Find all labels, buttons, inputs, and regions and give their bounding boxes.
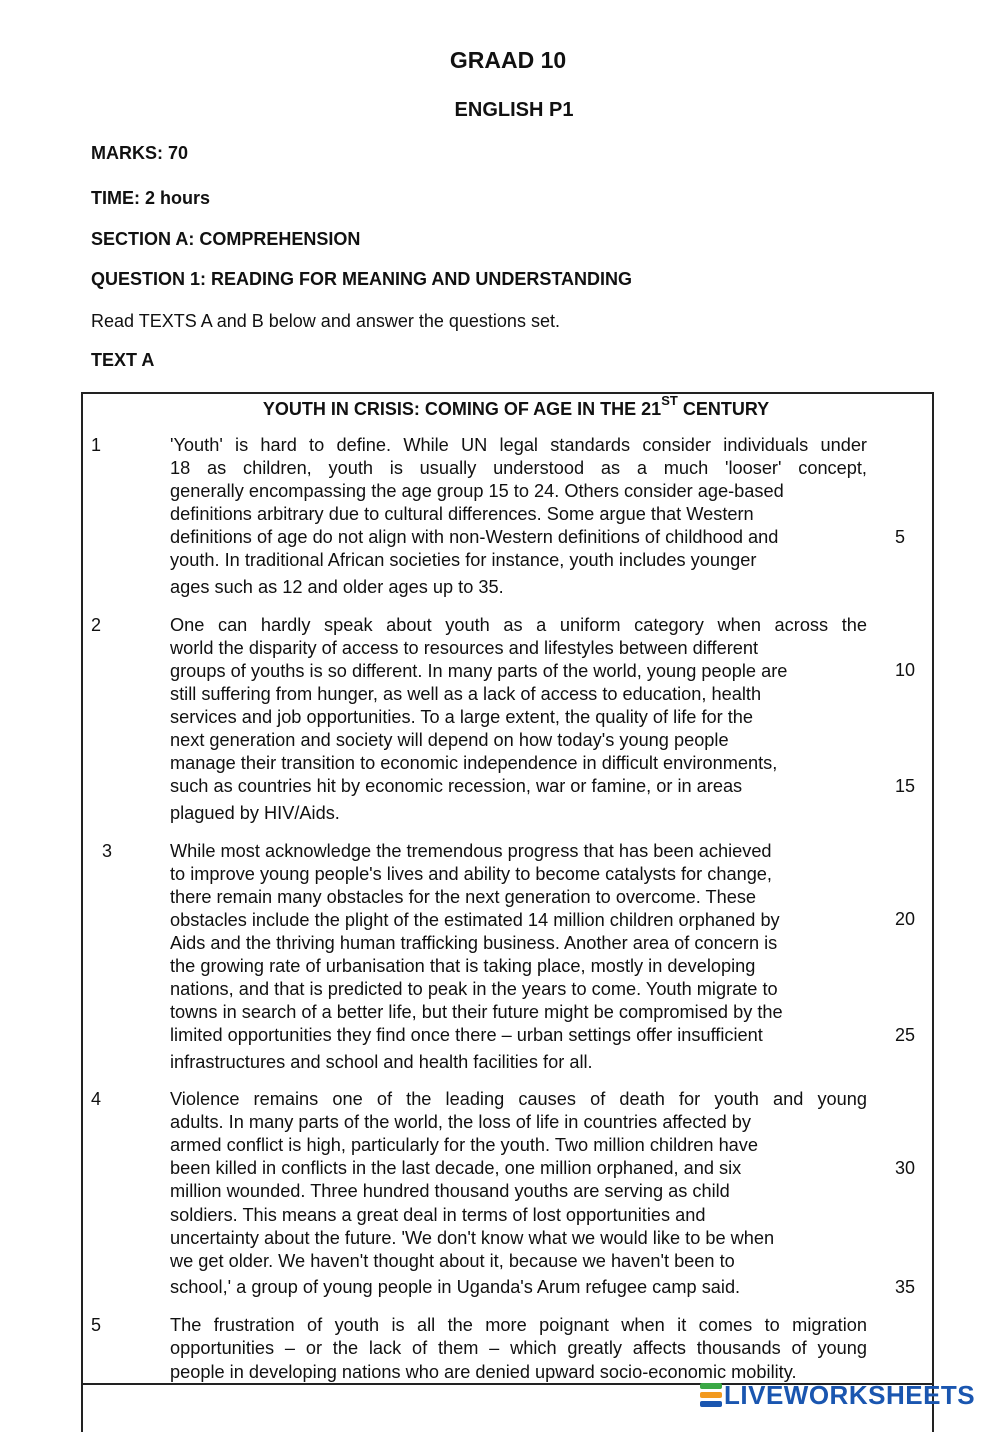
paragraph-number: 2 (91, 615, 102, 635)
text-line: 18 as children, youth is usually understood as a much 'looser' concept, (170, 458, 867, 478)
instruction-text: Read TEXTS A and B below and answer the questions set. (91, 311, 560, 331)
text-line: uncertainty about the future. 'We don't know what we would like to be when (170, 1228, 775, 1248)
text-line: there remain many obstacles for the next generation to overcome. These (170, 887, 757, 907)
text-line: we get older. We haven't thought about it, because we haven't been to (170, 1251, 735, 1271)
text-line: manage their transition to economic independence in difficult environments, (170, 753, 778, 773)
text-line: definitions of age do not align with non-Western definitions of childhood and (170, 527, 779, 547)
text-line: world the disparity of access to resources and lifestyles between different (170, 638, 759, 658)
article-title-superscript: ST (661, 393, 678, 408)
page-title: GRAAD 10 (449, 47, 567, 73)
paragraph-number: 5 (91, 1315, 102, 1335)
text-line: adults. In many parts of the world, the loss of life in countries affected by (170, 1112, 751, 1132)
text-line: Aids and the thriving human trafficking business. Another area of concern is (170, 933, 778, 953)
text-line: people in developing nations who are denied upward socio-economic mobility. (170, 1362, 797, 1382)
text-line: services and job opportunities. To a large extent, the quality of life for the (170, 707, 754, 727)
text-line: youth. In traditional African societies for instance, youth includes younger (170, 550, 757, 570)
time-label: TIME: 2 hours (91, 188, 211, 208)
liveworksheets-watermark (700, 1379, 975, 1411)
text-line: nations, and that is predicted to peak in the years to come. Youth migrate to (170, 979, 778, 999)
text-line: still suffering from hunger, as well as a lack of access to education, health (170, 684, 762, 704)
text-line: been killed in conflicts in the last decade, one million orphaned, and six (170, 1158, 742, 1178)
line-number: 35 (895, 1277, 916, 1297)
text-line: Violence remains one of the leading causes of death for youth and young (170, 1089, 867, 1109)
watermark-text: LIVEWORKSHEETS (724, 1379, 976, 1410)
text-label: TEXT A (91, 350, 155, 370)
article-title-end: CENTURY (677, 399, 770, 419)
text-line: million wounded. Three hundred thousand youths are serving as child (170, 1181, 730, 1201)
text-line: generally encompassing the age group 15 to 24. Others consider age-based (170, 481, 784, 501)
text-line: such as countries hit by economic recession, war or famine, or in areas (170, 776, 743, 796)
text-line: infrastructures and school and health facilities for all. (170, 1052, 593, 1072)
liveworksheets-logo-icon (700, 1383, 722, 1407)
article-title (0, 393, 1000, 420)
text-line: limited opportunities they find once there – urban settings offer insufficient (170, 1025, 763, 1045)
text-line: ages such as 12 and older ages up to 35. (170, 577, 504, 597)
paragraph-number: 4 (91, 1089, 102, 1109)
text-line: next generation and society will depend on how today's young people (170, 730, 729, 750)
subject-heading: ENGLISH P1 (454, 99, 574, 121)
question-heading: QUESTION 1: READING FOR MEANING AND UNDERSTANDING (91, 269, 633, 289)
text-line: 'Youth' is hard to define. While UN legal standards consider individuals under (170, 435, 867, 455)
article-title-main: YOUTH IN CRISIS: COMING OF AGE IN THE 21 (262, 399, 662, 419)
text-line: soldiers. This means a great deal in terms of lost opportunities and (170, 1205, 706, 1225)
text-line: groups of youths is so different. In many parts of the world, young people are (170, 661, 788, 681)
paragraph-number: 3 (102, 841, 113, 861)
line-number: 30 (895, 1158, 916, 1178)
marks-label: MARKS: 70 (91, 143, 189, 163)
line-number: 5 (895, 527, 906, 547)
text-line: While most acknowledge the tremendous progress that has been achieved (170, 841, 772, 861)
line-number: 10 (895, 660, 916, 680)
text-line: definitions arbitrary due to cultural differences. Some argue that Western (170, 504, 754, 524)
line-number: 25 (895, 1025, 916, 1045)
text-line: opportunities – or the lack of them – which greatly affects thousands of young (170, 1338, 867, 1358)
text-line: armed conflict is high, particularly for the youth. Two million children have (170, 1135, 759, 1155)
section-heading: SECTION A: COMPREHENSION (91, 229, 361, 249)
text-line: to improve young people's lives and ability to become catalysts for change, (170, 864, 772, 884)
text-line: the growing rate of urbanisation that is taking place, mostly in developing (170, 956, 756, 976)
line-number: 20 (895, 909, 916, 929)
text-line: The frustration of youth is all the more poignant when it comes to migration (170, 1315, 867, 1335)
text-line: obstacles include the plight of the estimated 14 million children orphaned by (170, 910, 780, 930)
line-number: 15 (895, 776, 916, 796)
text-line: school,' a group of young people in Uganda's Arum refugee camp said. (170, 1277, 741, 1297)
text-line: One can hardly speak about youth as a uniform category when across the (170, 615, 867, 635)
text-line: plagued by HIV/Aids. (170, 803, 340, 823)
text-line: towns in search of a better life, but their future might be compromised by the (170, 1002, 783, 1022)
paragraph-number: 1 (91, 435, 102, 455)
